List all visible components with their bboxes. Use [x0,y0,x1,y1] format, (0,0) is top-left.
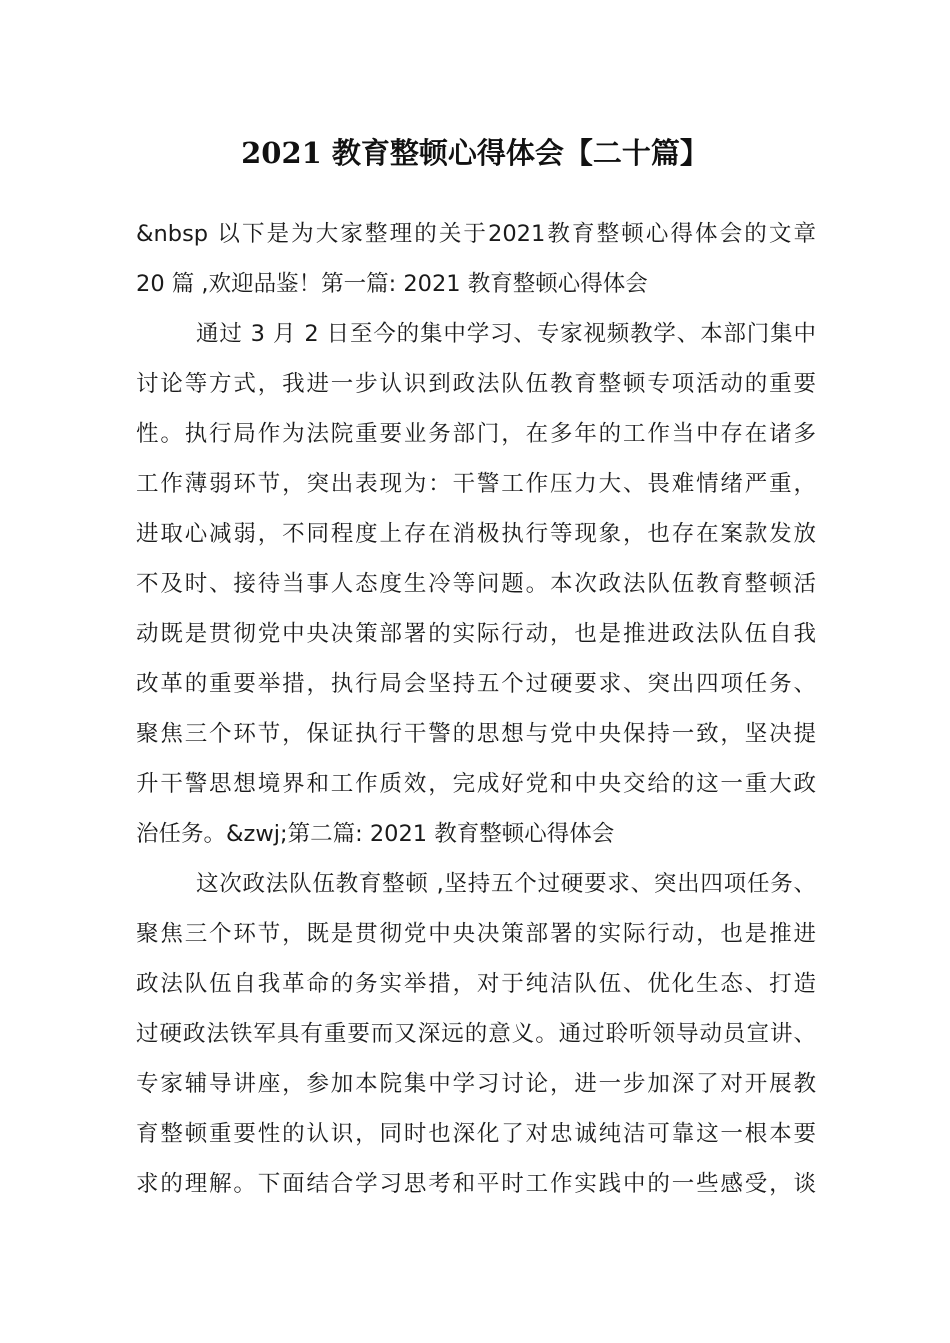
text-line: 通过 3 月 2 日至今的集中学习、专家视频教学、本部门集中 [196,321,816,347]
text-line: 这次政法队伍教育整顿 ,坚持五个过硬要求、突出四项任务、 [196,871,816,897]
paragraph-intro [136,209,816,309]
text-line: 育整顿重要性的认识，同时也深化了对忠诚纯洁可靠这一根本要 [136,1121,816,1147]
text-line: 政法队伍自我革命的务实举措，对于纯洁队伍、优化生态、打造 [136,971,816,997]
text-line: 不及时、接待当事人态度生冷等问题。本次政法队伍教育整顿活 [136,571,816,597]
text-line: &nbsp 以下是为大家整理的关于2021教育整顿心得体会的文章 [136,221,816,247]
text-line: 进取心减弱，不同程度上存在消极执行等现象，也存在案款发放 [136,521,816,547]
document-title: 2021 教育整顿心得体会【二十篇】 [241,136,709,170]
text-line: 工作薄弱环节，突出表现为：干警工作压力大、畏难情绪严重， [136,471,816,497]
text-line: 性。执行局作为法院重要业务部门，在多年的工作当中存在诸多 [136,421,816,447]
text-line: 专家辅导讲座，参加本院集中学习讨论，进一步加深了对开展教 [136,1071,816,1097]
text-line: 动既是贯彻党中央决策部署的实际行动，也是推进政法队伍自我 [136,621,816,647]
paragraph-second-article [136,859,816,1209]
paragraph-first-article [136,309,816,859]
text-line: 过硬政法铁军具有重要而又深远的意义。通过聆听领导动员宣讲、 [136,1021,816,1047]
text-line: 聚焦三个环节，既是贯彻党中央决策部署的实际行动，也是推进 [136,921,816,947]
document-body [136,209,816,1209]
text-line: 求的理解。下面结合学习思考和平时工作实践中的一些感受，谈 [136,1171,816,1197]
text-line: 讨论等方式，我进一步认识到政法队伍教育整顿专项活动的重要 [136,371,816,397]
text-line: 聚焦三个环节，保证执行干警的思想与党中央保持一致，坚决提 [136,721,816,747]
text-line: 20 篇 ,欢迎品鉴！第一篇: 2021 教育整顿心得体会 [136,271,648,297]
text-line: 改革的重要举措，执行局会坚持五个过硬要求、突出四项任务、 [136,671,816,697]
text-line: 治任务。&zwj;第二篇: 2021 教育整顿心得体会 [136,821,615,847]
text-line: 升干警思想境界和工作质效，完成好党和中央交给的这一重大政 [136,771,816,797]
